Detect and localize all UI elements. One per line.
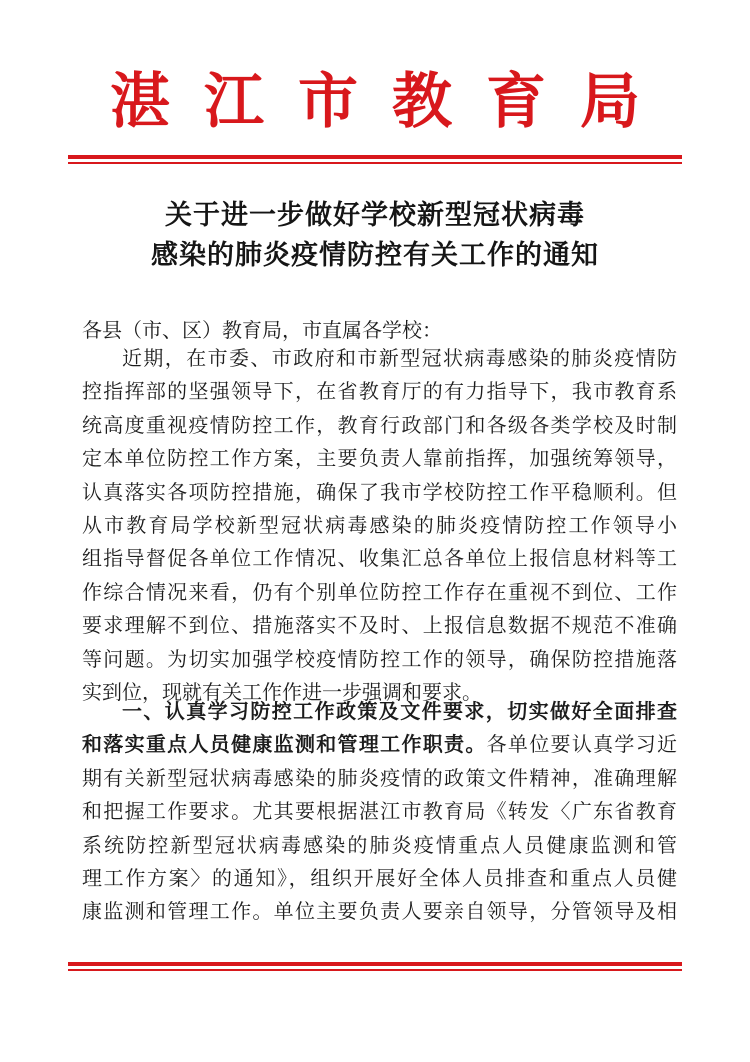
- document-title: [0, 196, 750, 276]
- paragraph-line: 定本单位防控工作方案，主要负责人靠前指挥，加强统筹领导，: [82, 446, 677, 471]
- paragraph-2: [82, 695, 677, 929]
- paragraph-line: 和把握工作要求。尤其要根据湛江市教育局《转发〈广东省教育: [82, 799, 677, 824]
- paragraph-line: 作综合情况来看，仍有个别单位防控工作存在重视不到位、工作: [82, 579, 677, 604]
- section-heading-line: [82, 695, 677, 728]
- paragraph-line: [82, 728, 677, 761]
- paragraph-line: 期有关新型冠状病毒感染的肺炎疫情的政策文件精神，准确理解: [82, 765, 677, 790]
- paragraph-1: [82, 342, 677, 709]
- salutation: 各县（市、区）教育局，市直属各学校：: [82, 318, 442, 342]
- section-heading-text: 和落实重点人员健康监测和管理工作职责。: [82, 732, 487, 757]
- rule-thin-line: [68, 969, 682, 971]
- paragraph-line: 组指导督促各单位工作情况、收集汇总各单位上报信息材料等工: [82, 546, 677, 571]
- footer-red-rule: [68, 962, 682, 971]
- paragraph-line: 近期，在市委、市政府和市新型冠状病毒感染的肺炎疫情防: [122, 346, 677, 370]
- rule-thick-line: [68, 962, 682, 966]
- paragraph-line: 理工作方案〉的通知》，组织开展好全体人员排查和重点人员健: [82, 865, 677, 890]
- paragraph-line: 统高度重视疫情防控工作，教育行政部门和各级各类学校及时制: [82, 412, 677, 437]
- paragraph-line: 控指挥部的坚强领导下，在省教育厅的有力指导下，我市教育系: [82, 379, 677, 404]
- paragraph-line: 等问题。为切实加强学校疫情防控工作的领导，确保防控措施落: [82, 646, 677, 671]
- title-line-1: 关于进一步做好学校新型冠状病毒: [165, 200, 585, 231]
- section-heading-text: 一、认真学习防控工作政策及文件要求，切实做好全面排查: [122, 699, 677, 723]
- paragraph-line: 认真落实各项防控措施，确保了我市学校防控工作平稳顺利。但: [82, 479, 677, 504]
- masthead-org-name: 湛江市教育局: [110, 67, 674, 137]
- masthead-red-rule: [68, 155, 682, 164]
- rule-thin-line: [68, 162, 682, 164]
- paragraph-line: 从市教育局学校新型冠状病毒感染的肺炎疫情防控工作领导小: [82, 512, 677, 537]
- paragraph-line: 康监测和管理工作。单位主要负责人要亲自领导，分管领导及相: [82, 899, 677, 924]
- paragraph-line: 要求理解不到位、措施落实不及时、上报信息数据不规范不准确: [82, 613, 677, 638]
- title-line-2: 感染的肺炎疫情防控有关工作的通知: [151, 240, 599, 271]
- paragraph-line: 实到位，现就有关工作作进一步强调和要求。: [82, 679, 482, 704]
- paragraph-text: 各单位要认真学习近: [486, 732, 677, 757]
- rule-thick-line: [68, 155, 682, 159]
- paragraph-line: 系统防控新型冠状病毒感染的肺炎疫情重点人员健康监测和管: [82, 832, 677, 857]
